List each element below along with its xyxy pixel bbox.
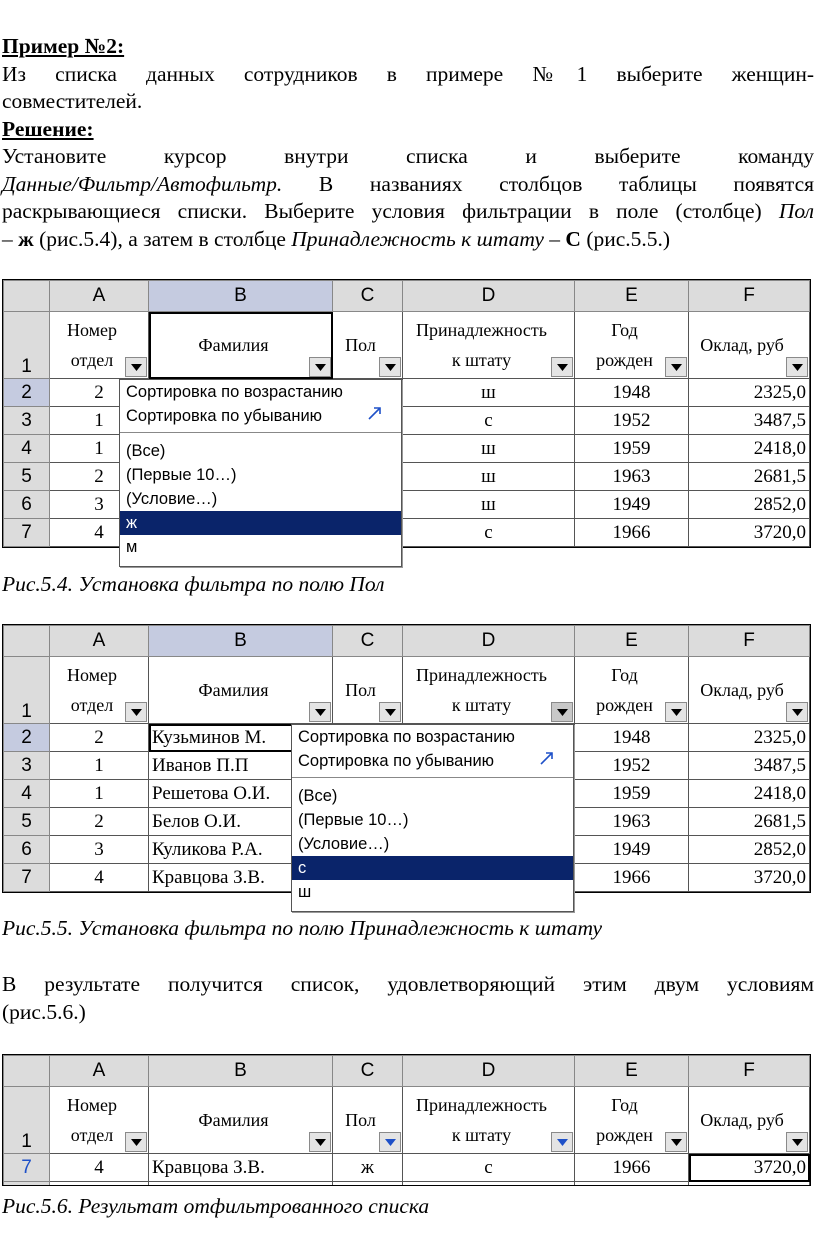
menu-item-all[interactable]: (Все) [298,787,338,805]
cell-staff[interactable]: ш [403,435,575,463]
cell-surname[interactable]: Белов О.И. [149,808,333,836]
header-cell-staff[interactable]: Принадлежность к штату [403,657,575,724]
row-header-1[interactable]: 1 [4,312,50,379]
column-header-a[interactable]: A [50,626,149,657]
row-header-1[interactable]: 1 [4,657,50,724]
menu-item-sort-desc[interactable]: Сортировка по убыванию [292,749,573,773]
solution-heading: Решение: [2,117,94,141]
autofilter-dropdown-icon[interactable] [665,357,687,377]
autofilter-dropdown-icon[interactable] [379,357,401,377]
column-header-d[interactable]: D [403,1056,575,1087]
empty-cell[interactable] [689,1182,810,1187]
column-header-a[interactable]: A [50,281,149,312]
column-header-e[interactable]: E [575,281,689,312]
row-header[interactable]: 5 [4,808,50,836]
autofilter-dropdown-icon[interactable] [551,702,573,722]
figure-caption-5-4: Рис.5.4. Установка фильтра по полю Пол [2,572,385,596]
header-cell-staff[interactable]: Принадлежность к штату [403,1087,575,1154]
column-header-f[interactable]: F [689,281,810,312]
table-row [4,1154,810,1182]
column-header-d[interactable]: D [403,626,575,657]
cell-surname[interactable]: Решетова О.И. [149,780,333,808]
spreadsheet-fig-5-6 [2,1054,811,1186]
menu-path: Данные/Фильтр/Автофильтр. [2,172,283,196]
column-header-b[interactable]: B [149,626,333,657]
row-header[interactable]: 6 [4,836,50,864]
mouse-pointer-icon [367,404,383,428]
cell-staff[interactable]: ш [403,491,575,519]
cell-dept[interactable]: 1 [50,435,149,463]
autofilter-dropdown-icon[interactable] [379,702,401,722]
cell-salary[interactable]: 3720,0 [689,1154,810,1182]
empty-cell[interactable] [403,1182,575,1187]
cell-birth-year[interactable]: 1952 [575,407,689,435]
row-header[interactable]: 6 [4,491,50,519]
row-header[interactable]: 5 [4,463,50,491]
cell-birth-year[interactable]: 1949 [575,491,689,519]
header-cell-birth-year[interactable]: Год рожден [575,312,689,379]
cell-dept[interactable]: 1 [50,780,149,808]
task-line-2: совместителей. [2,89,143,113]
column-header-e[interactable]: E [575,626,689,657]
cell-staff[interactable]: ш [403,379,575,407]
cell-salary[interactable]: 2681,5 [689,463,810,491]
empty-cell[interactable] [149,1182,333,1187]
menu-item-sort-desc[interactable]: Сортировка по убыванию [120,404,401,428]
cell-salary[interactable]: 2852,0 [689,836,810,864]
cell-birth-year[interactable]: 1959 [575,780,689,808]
header-cell-salary[interactable]: Оклад, руб [689,657,810,724]
cell-birth-year[interactable]: 1959 [575,435,689,463]
cell-staff[interactable]: с [403,519,575,547]
cell-birth-year[interactable]: 1966 [575,864,689,892]
empty-cell[interactable] [575,1182,689,1187]
menu-item-sort-asc[interactable]: Сортировка по возрастанию [126,383,343,401]
cell-birth-year[interactable]: 1952 [575,752,689,780]
corner-cell[interactable] [4,1056,50,1087]
corner-cell[interactable] [4,281,50,312]
header-cell-staff[interactable]: Принадлежность к штату [403,312,575,379]
cell-surname[interactable]: Кравцова З.В. [149,864,333,892]
menu-item-top10[interactable]: (Первые 10…) [298,811,409,829]
cell-dept[interactable]: 3 [50,836,149,864]
header-cell-dept[interactable]: Номер отдел [50,1087,149,1154]
cell-salary[interactable]: 3487,5 [689,752,810,780]
cell-salary[interactable]: 2418,0 [689,780,810,808]
column-header-b[interactable]: B [149,281,333,312]
menu-item-custom[interactable]: (Условие…) [298,835,390,853]
cell-dept[interactable]: 2 [50,463,149,491]
active-filter-dropdown-icon[interactable] [551,1132,573,1152]
row-header[interactable]: 7 [4,1154,50,1182]
cell-dept[interactable]: 1 [50,752,149,780]
menu-item-value-zh[interactable]: ж [120,511,401,535]
figure-caption-5-5: Рис.5.5. Установка фильтра по полю Принадлежность к штату [2,916,603,940]
empty-cell[interactable] [50,1182,149,1187]
cell-staff[interactable]: с [403,407,575,435]
task-line-1: Из списка данных сотрудников в примере №1 выберите женщин- [2,62,814,86]
header-cell-gender[interactable]: Пол [333,1087,403,1154]
active-filter-dropdown-icon[interactable] [379,1132,401,1152]
header-cell-dept[interactable]: Номер отдел [50,657,149,724]
empty-cell[interactable] [333,1182,403,1187]
cell-gender[interactable]: ж [333,1154,403,1182]
autofilter-dropdown-icon[interactable] [551,357,573,377]
cell-surname[interactable]: Иванов П.П [149,752,333,780]
mouse-pointer-icon [539,749,555,773]
cell-surname[interactable]: Куликова Р.А. [149,836,333,864]
menu-divider [292,777,573,778]
cell-staff[interactable]: с [403,1154,575,1182]
autofilter-dropdown-icon[interactable] [786,1132,808,1152]
column-header-d[interactable]: D [403,281,575,312]
figure-caption-5-6: Рис.5.6. Результат отфильтрованного списка [2,1194,430,1218]
autofilter-dropdown-icon[interactable] [665,702,687,722]
cell-dept[interactable]: 1 [50,407,149,435]
column-header-a[interactable]: A [50,1056,149,1087]
header-cell-birth-year[interactable]: Год рожден [575,657,689,724]
cell-dept[interactable]: 4 [50,519,149,547]
menu-item-all[interactable]: (Все) [126,442,166,460]
menu-item-value-s[interactable]: с [292,856,573,880]
cell-dept[interactable]: 2 [50,724,149,752]
autofilter-dropdown-menu-gender [119,379,402,567]
menu-item-top10[interactable]: (Первые 10…) [126,466,237,484]
cell-birth-year[interactable]: 1966 [575,519,689,547]
cell-salary[interactable]: 2325,0 [689,724,810,752]
menu-divider [120,432,401,433]
column-header-b[interactable]: B [149,1056,333,1087]
cell-dept[interactable]: 4 [50,1154,149,1182]
cell-salary[interactable]: 2418,0 [689,435,810,463]
menu-item-custom[interactable]: (Условие…) [126,490,218,508]
autofilter-dropdown-icon[interactable] [309,1132,331,1152]
header-cell-surname[interactable]: Фамилия [149,657,333,724]
cell-dept[interactable]: 3 [50,491,149,519]
row-header-1[interactable]: 1 [4,1087,50,1154]
header-cell-surname[interactable]: Фамилия [149,312,333,379]
autofilter-dropdown-icon[interactable] [786,702,808,722]
cell-staff[interactable]: ш [403,463,575,491]
cell-salary[interactable]: 2325,0 [689,379,810,407]
header-cell-birth-year[interactable]: Год рожден [575,1087,689,1154]
cell-dept[interactable]: 2 [50,379,149,407]
spreadsheet-fig-5-4 [2,279,811,556]
menu-item-value-m[interactable]: м [126,538,138,556]
row-header[interactable]: 3 [4,407,50,435]
spreadsheet-fig-5-5 [2,624,811,901]
solution-line-1: Установите курсор внутри списка и выберите команду [2,144,814,168]
corner-cell[interactable] [4,626,50,657]
row-header[interactable]: 7 [4,864,50,892]
cell-dept[interactable]: 2 [50,808,149,836]
header-cell-gender[interactable]: Пол [333,312,403,379]
column-header-c[interactable]: C [333,1056,403,1087]
solution-line-4: – ж (рис.5.4), а затем в столбце Принадлежность к штату – С (рис.5.5.) [2,227,671,251]
cell-salary[interactable]: 2681,5 [689,808,810,836]
menu-item-value-sh[interactable]: ш [298,883,312,901]
autofilter-dropdown-icon[interactable] [665,1132,687,1152]
result-line-1: В результате получится список, удовлетворяющий этим двум условиям [2,972,814,996]
autofilter-dropdown-icon[interactable] [125,702,147,722]
autofilter-dropdown-icon[interactable] [309,702,331,722]
cell-salary[interactable]: 3720,0 [689,519,810,547]
solution-line-3: раскрывающиеся списки. Выберите условия фильтрации в поле (столбце) Пол [2,199,814,223]
cell-birth-year[interactable]: 1949 [575,836,689,864]
column-header-f[interactable]: F [689,1056,810,1087]
cell-birth-year[interactable]: 1966 [575,1154,689,1182]
row-header[interactable]: 2 [4,724,50,752]
cell-dept[interactable]: 4 [50,864,149,892]
autofilter-dropdown-icon[interactable] [786,357,808,377]
example-heading: Пример №2: [2,34,125,58]
cell-birth-year[interactable]: 1963 [575,463,689,491]
header-cell-dept[interactable]: Номер отдел [50,312,149,379]
row-header[interactable]: 2 [4,379,50,407]
cell-birth-year[interactable]: 1948 [575,379,689,407]
column-header-c[interactable]: C [333,281,403,312]
autofilter-dropdown-menu-staff [291,724,574,912]
header-cell-surname[interactable]: Фамилия [149,1087,333,1154]
autofilter-dropdown-icon[interactable] [125,1132,147,1152]
cell-birth-year[interactable]: 1948 [575,724,689,752]
header-cell-gender[interactable]: Пол [333,657,403,724]
cell-surname[interactable]: Кравцова З.В. [149,1154,333,1182]
header-cell-salary[interactable]: Оклад, руб [689,1087,810,1154]
autofilter-dropdown-icon[interactable] [125,357,147,377]
cell-salary[interactable]: 3720,0 [689,864,810,892]
row-header[interactable]: 7 [4,519,50,547]
row-header[interactable] [4,1182,50,1187]
column-header-f[interactable]: F [689,626,810,657]
solution-line-2: Данные/Фильтр/Автофильтр. В названиях столбцов таблицы появятся [2,172,814,196]
autofilter-dropdown-icon[interactable] [309,357,331,377]
cell-salary[interactable]: 2852,0 [689,491,810,519]
row-header[interactable]: 4 [4,435,50,463]
column-header-e[interactable]: E [575,1056,689,1087]
result-line-2: (рис.5.6.) [2,1000,86,1024]
cell-birth-year[interactable]: 1963 [575,808,689,836]
row-header[interactable]: 3 [4,752,50,780]
menu-item-sort-asc[interactable]: Сортировка по возрастанию [298,728,515,746]
header-cell-salary[interactable]: Оклад, руб [689,312,810,379]
row-header[interactable]: 4 [4,780,50,808]
cell-salary[interactable]: 3487,5 [689,407,810,435]
cell-surname[interactable]: Кузьминов М. [149,724,333,752]
column-header-c[interactable]: C [333,626,403,657]
